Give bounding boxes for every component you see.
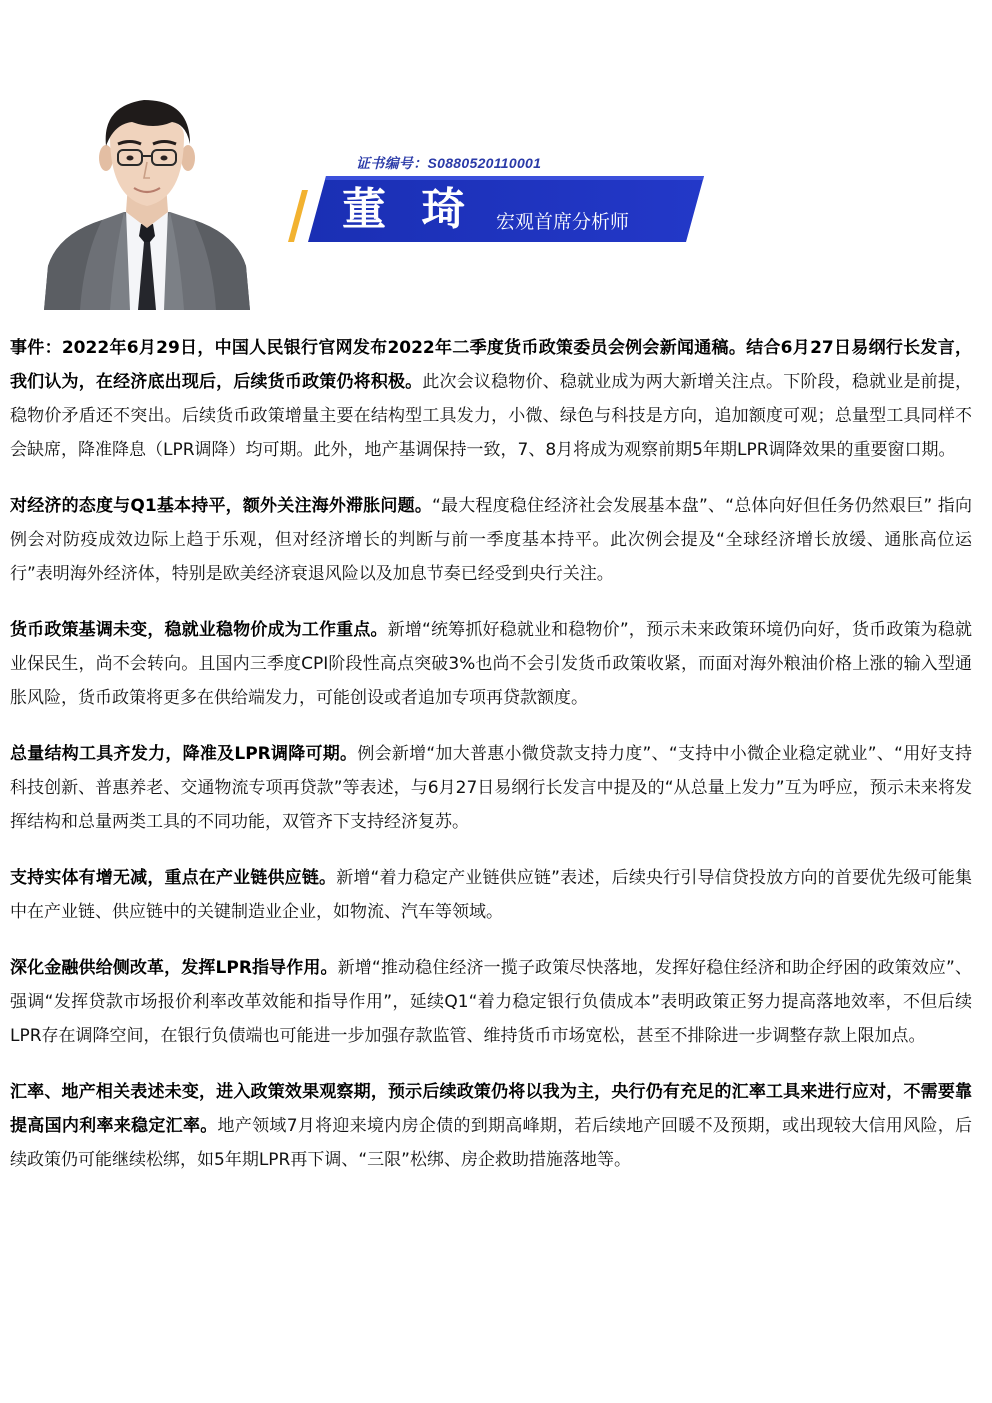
paragraph-event (10, 331, 972, 467)
paragraph-supply-chain (10, 861, 972, 929)
paragraph-lead: 支持实体有增无减，重点在产业链供应链。 (10, 868, 337, 888)
paragraph-text: “最大程度稳住经济社会发展基本盘”、“总体向好但任务仍然艰巨” 指向例会对防疫成效边际上趋于乐观，但对经济增长的判断与前一季度基本持平。此次例会提及“全球经济增长放缓、通胀高位运行”表明海外经济体，特别是欧美经济衰退风险以及加息节奏已经受到央行关注。 (10, 496, 972, 584)
paragraph-lead: 深化金融供给侧改革，发挥LPR指导作用。 (10, 958, 338, 978)
paragraph-text: 地产领域7月将迎来境内房企债的到期高峰期，若后续地产回暖不及预期，或出现较大信用风险，后续政策仍可能继续松绑，如5年期LPR再下调、“三限”松绑、房企救助措施落地等。 (10, 1116, 972, 1170)
paragraph-lead: 汇率、地产相关表述未变，进入政策效果观察期，预示后续政策仍将以我为主，央行仍有充足的汇率工具来进行应对，不需要靠提高国内利率来稳定汇率。 (10, 1082, 972, 1136)
paragraph-text: 新增“着力稳定产业链供应链”表述，后续央行引导信贷投放方向的首要优先级可能集中在产业链、供应链中的关键制造业企业，如物流、汽车等领域。 (10, 868, 972, 922)
analyst-portrait-image (44, 96, 250, 310)
paragraph-economy-stance (10, 489, 972, 591)
paragraph-fx-property (10, 1075, 972, 1177)
paragraph-lead: 事件：2022年6月29日，中国人民银行官网发布2022年二季度货币政策委员会例会新闻通稿。结合6月27日易纲行长发言，我们认为，在经济底出现后，后续货币政策仍将积极。 (10, 338, 972, 392)
paragraph-lead: 对经济的态度与Q1基本持平，额外关注海外滞胀问题。 (10, 496, 433, 516)
paragraph-text: 新增“统筹抓好稳就业和稳物价”，预示未来政策环境仍向好，货币政策为稳就业保民生，尚不会转向。且国内三季度CPI阶段性高点突破3%也尚不会引发货币政策收紧，而面对海外粮油价格上涨的输入型通胀风险，货币政策将更多在供给端发力，可能创设或者追加专项再贷款额度。 (10, 620, 972, 708)
paragraph-text: 此次会议稳物价、稳就业成为两大新增关注点。下阶段，稳就业是前提，稳物价矛盾还不突出。后续货币政策增量主要在结构型工具发力，小微、绿色与科技是方向，追加额度可观；总量型工具同样不会缺席，降准降息（LPR调降）均可期。此外，地产基调保持一致，7、8月将成为观察前期5年期LPR调降效果的重要窗口期。 (10, 372, 973, 460)
analyst-name: 董 琦 (342, 184, 476, 235)
paragraph-text: 例会新增“加大普惠小微贷款支持力度”、“支持中小微企业稳定就业”、“用好支持科技创新、普惠养老、交通物流专项再贷款”等表述，与6月27日易纲行长发言中提及的“从总量上发力”互为呼应，预示未来将发挥结构和总量两类工具的不同功能，双管齐下支持经济复苏。 (10, 744, 972, 832)
paragraph-lpr-reform (10, 951, 972, 1053)
paragraph-lead: 货币政策基调未变，稳就业稳物价成为工作重点。 (10, 620, 388, 640)
paragraph-lead: 总量结构工具齐发力，降准及LPR调降可期。 (10, 744, 358, 764)
paragraph-policy-tools (10, 737, 972, 839)
report-body (10, 331, 972, 1199)
analyst-role: 宏观首席分析师 (496, 211, 630, 233)
analyst-photo (44, 96, 250, 310)
certificate-number: 证书编号：S0880520110001 (356, 155, 542, 171)
paragraph-policy-tone (10, 613, 972, 715)
paragraph-text: 新增“推动稳住经济一揽子政策尽快落地，发挥好稳住经济和助企纾困的政策效应”、强调“发挥贷款市场报价利率改革效能和指导作用”，延续Q1“着力稳定银行负债成本”表明政策正努力提高落地效率，不但后续LPR存在调降空间，在银行负债端也可能进一步加强存款监管、维持货币市场宽松，甚至不排除进一步调整存款上限加点。 (10, 958, 972, 1046)
analyst-header (0, 0, 992, 320)
